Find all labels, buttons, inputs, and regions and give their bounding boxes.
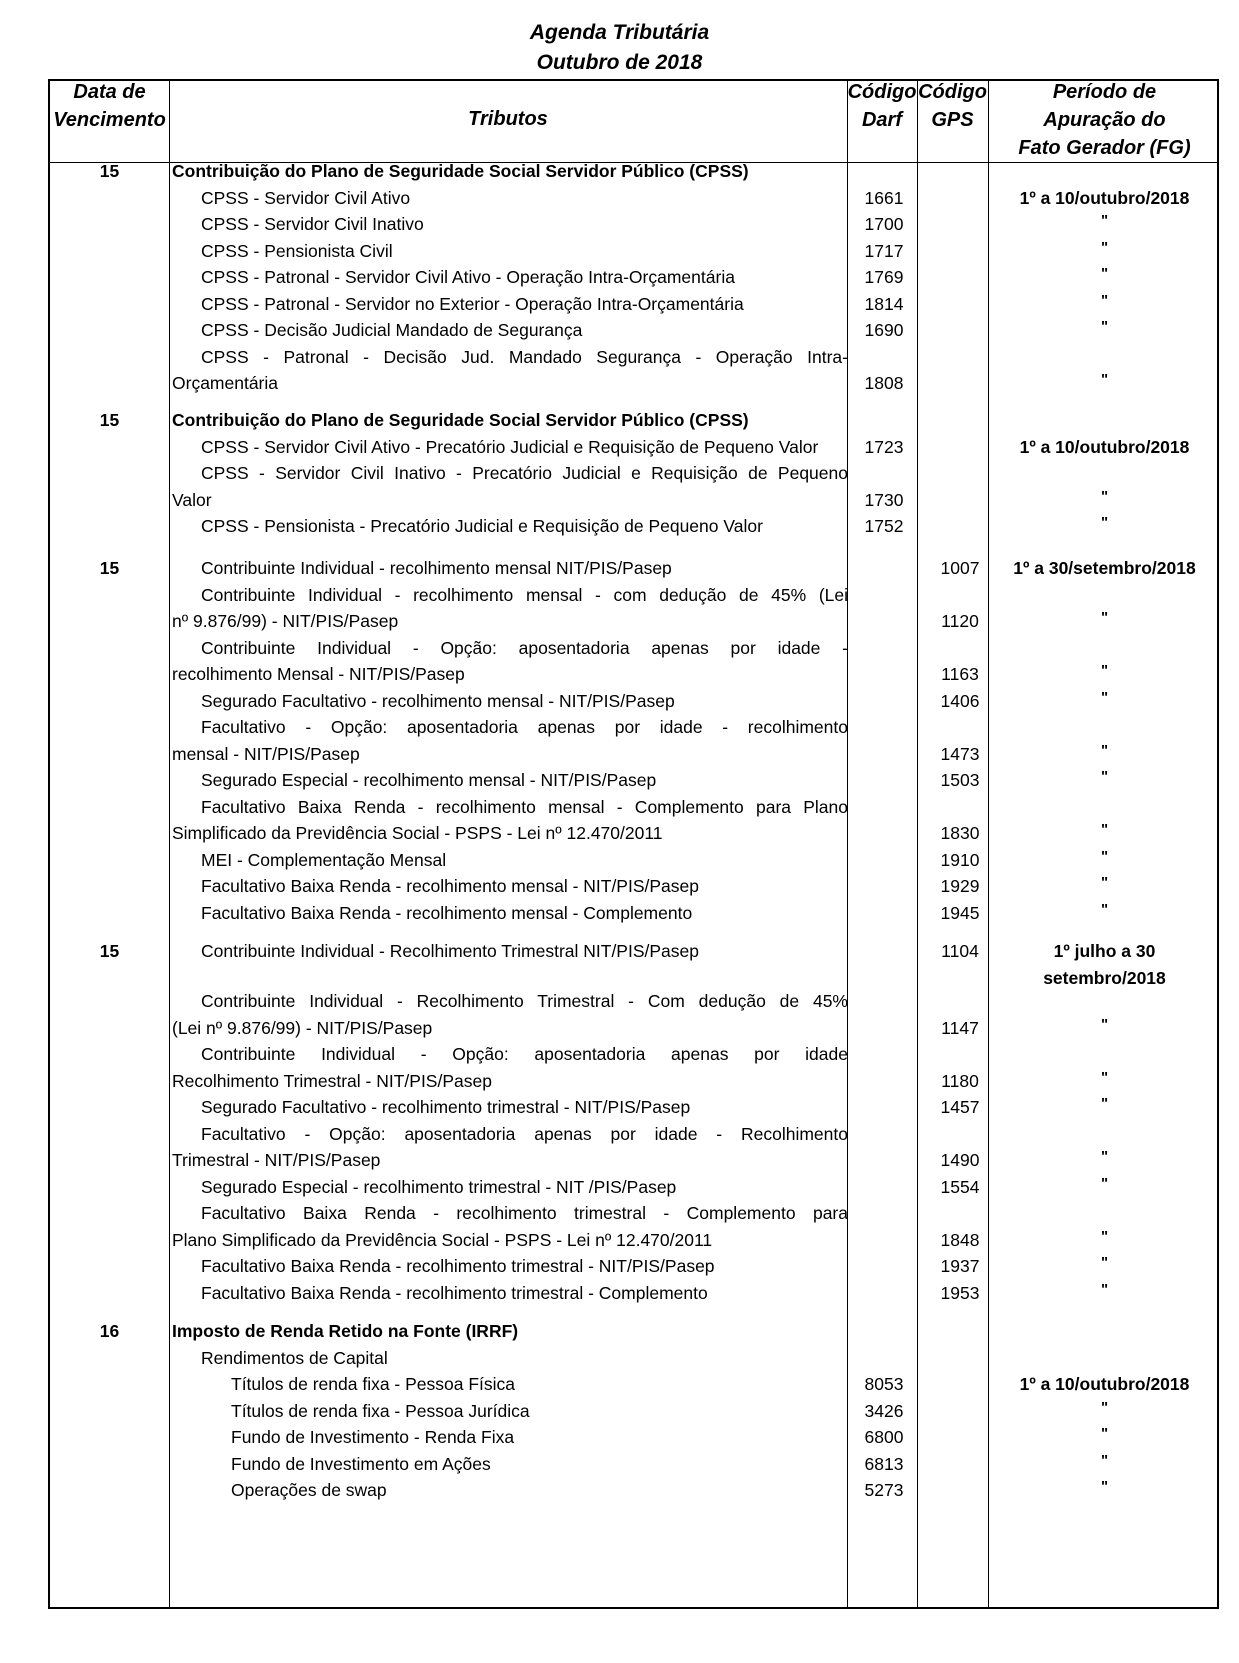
tax-item-line xyxy=(172,1200,848,1227)
darf-code: 1690 xyxy=(864,320,904,340)
gps-code: 1120 xyxy=(941,611,979,631)
ditto-mark: " xyxy=(1100,1425,1109,1442)
tax-item-line xyxy=(172,988,848,1015)
tax-item-line xyxy=(172,714,848,741)
darf-code: 1769 xyxy=(864,267,904,287)
tax-item-line xyxy=(172,582,848,609)
tax-item-text-cont: Trimestral - NIT/PIS/Pasep xyxy=(172,1150,381,1171)
gps-code: 1147 xyxy=(941,1017,979,1038)
tax-item-text: CPSS - Servidor Civil Ativo - Precatório Judicial e Requisição de Pequeno Valor xyxy=(201,436,819,457)
darf-code: 6800 xyxy=(864,1427,904,1447)
gps-code: 1937 xyxy=(940,1256,980,1277)
tax-item-text-cont: recolhimento Mensal - NIT/PIS/Pasep xyxy=(172,664,465,684)
header-darf-code: Código Darf xyxy=(847,81,917,131)
header-due-date: Data de Vencimento xyxy=(53,81,166,131)
tax-item-text: Fundo de Investimento em Ações xyxy=(231,1453,491,1474)
ditto-mark: " xyxy=(1100,609,1109,626)
gps-code: 1406 xyxy=(940,690,980,711)
page-title: Agenda Tributária xyxy=(529,21,710,44)
tax-item-text: CPSS - Decisão Judicial Mandado de Segurança xyxy=(201,320,583,340)
tax-item-text: CPSS - Patronal - Servidor Civil Ativo - Operação Intra-Orçamentária xyxy=(201,267,735,287)
darf-code: 8053 xyxy=(864,1374,904,1394)
tax-item-line xyxy=(172,344,848,371)
tax-item-text: CPSS - Patronal - Servidor no Exterior - Operação Intra-Orçamentária xyxy=(201,293,744,314)
ditto-mark: " xyxy=(1100,1451,1109,1469)
gps-code: 1490 xyxy=(940,1150,980,1171)
tax-item-text: Contribuinte Individual - Recolhimento Trimestral - Com dedução de 45% xyxy=(201,991,848,1012)
ditto-mark: " xyxy=(1100,514,1109,531)
ditto-mark: " xyxy=(1100,1280,1109,1298)
darf-code: 1700 xyxy=(864,214,904,234)
tax-calendar-table xyxy=(48,79,1219,1609)
ditto-mark: " xyxy=(1100,265,1109,282)
tax-item-line xyxy=(172,460,848,487)
ditto-mark: " xyxy=(1100,1095,1109,1113)
tax-item-line xyxy=(172,1041,848,1068)
gps-code: 1910 xyxy=(940,849,980,870)
due-date: 15 xyxy=(99,941,120,961)
ditto-mark: " xyxy=(1100,1174,1109,1192)
tax-item-text: CPSS - Servidor Civil Inativo xyxy=(201,214,424,234)
ditto-mark: " xyxy=(1100,662,1109,679)
tax-item-text: Títulos de renda fixa - Pessoa Jurídica xyxy=(231,1400,530,1421)
tax-item-text: CPSS - Servidor Civil Ativo xyxy=(201,187,411,208)
apuration-period: 1º a 30/setembro/2018 xyxy=(1013,558,1196,578)
tax-item-text: Facultativo Baixa Renda - recolhimento trimestral - NIT/PIS/Pasep xyxy=(201,1256,715,1277)
ditto-mark: " xyxy=(1100,318,1109,335)
tax-heading: Imposto de Renda Retido na Fonte (IRRF) xyxy=(172,1321,519,1341)
tax-item-text: Fundo de Investimento - Renda Fixa xyxy=(231,1427,515,1447)
ditto-mark: " xyxy=(1100,847,1109,865)
ditto-mark: " xyxy=(1100,741,1109,759)
ditto-mark: " xyxy=(1100,1015,1109,1033)
ditto-mark: " xyxy=(1100,371,1109,388)
gps-code: 1503 xyxy=(940,770,980,790)
gps-code: 1180 xyxy=(941,1070,979,1091)
tax-item-text-cont: Simplificado da Previdência Social - PSPS - Lei nº 12.470/2011 xyxy=(172,823,663,843)
ditto-mark: " xyxy=(1100,1148,1109,1166)
tax-item-text: Segurado Especial - recolhimento trimestral - NIT /PIS/Pasep xyxy=(201,1176,677,1197)
tax-item-text: Contribuinte Individual - Opção: aposentadoria apenas por idade xyxy=(201,1044,848,1065)
due-date: 15 xyxy=(99,161,120,181)
ditto-mark: " xyxy=(1100,487,1109,505)
tax-item-text: Facultativo Baixa Renda - recolhimento mensal - Complemento para Plano xyxy=(201,796,848,817)
tax-item-text: CPSS - Servidor Civil Inativo - Precatório Judicial e Requisição de Pequeno xyxy=(201,463,848,483)
darf-code: 1814 xyxy=(864,293,904,314)
gps-code: 1945 xyxy=(940,902,980,923)
tax-heading: Contribuição do Plano de Seguridade Social Servidor Público (CPSS) xyxy=(172,161,749,181)
tax-item-text: MEI - Complementação Mensal xyxy=(201,849,447,870)
tax-item-text: Facultativo Baixa Renda - recolhimento trimestral - Complemento para xyxy=(201,1203,848,1224)
gps-code: 1848 xyxy=(940,1229,980,1250)
tax-item-text: Contribuinte Individual - recolhimento mensal NIT/PIS/Pasep xyxy=(201,558,672,578)
ditto-mark: " xyxy=(1100,1227,1109,1245)
tax-item-text: CPSS - Patronal - Decisão Jud. Mandado Segurança - Operação Intra- xyxy=(201,346,848,367)
gps-code: 1953 xyxy=(940,1282,980,1303)
gps-code: 1473 xyxy=(940,743,980,764)
tax-item-text-cont: Orçamentária xyxy=(172,373,279,393)
column-divider xyxy=(847,81,848,1607)
tax-item-text: Facultativo - Opção: aposentadoria apenas por idade - recolhimento xyxy=(201,717,848,737)
ditto-mark: " xyxy=(1100,1478,1109,1495)
tax-item-text: Facultativo Baixa Renda - recolhimento mensal - NIT/PIS/Pasep xyxy=(201,876,699,896)
tax-item-text: Contribuinte Individual - Recolhimento Trimestral NIT/PIS/Pasep xyxy=(201,941,699,961)
column-divider xyxy=(169,81,170,1607)
gps-code: 1554 xyxy=(940,1176,980,1197)
header-gps-code: Código GPS xyxy=(918,81,987,131)
darf-code: 1717 xyxy=(864,240,904,261)
header-period: Período de Apuração do Fato Gerador (FG) xyxy=(1018,81,1191,159)
darf-code: 1723 xyxy=(864,436,904,457)
tax-item-line xyxy=(172,1121,848,1148)
ditto-mark: " xyxy=(1100,1254,1109,1272)
tax-item-text-cont: Plano Simplificado da Previdência Social - PSPS - Lei nº 12.470/2011 xyxy=(172,1229,713,1250)
tax-item-text: Facultativo - Opção: aposentadoria apenas por idade - Recolhimento xyxy=(201,1123,848,1144)
darf-code: 5273 xyxy=(864,1480,904,1500)
gps-code: 1007 xyxy=(940,558,980,578)
darf-code: 1808 xyxy=(864,373,904,393)
tax-item-line xyxy=(172,794,848,821)
darf-code: 1730 xyxy=(864,489,904,510)
tax-item-text: Contribuinte Individual - Opção: aposentadoria apenas por idade - xyxy=(201,637,848,658)
apuration-period: 1º a 10/outubro/2018 xyxy=(1019,436,1190,457)
gps-code: 1929 xyxy=(940,876,980,896)
gps-code: 1457 xyxy=(940,1097,980,1118)
ditto-mark: " xyxy=(1100,238,1109,256)
tax-item-text-cont: nº 9.876/99) - NIT/PIS/Pasep xyxy=(172,611,399,631)
tax-item-text: CPSS - Pensionista - Precatório Judicial e Requisição de Pequeno Valor xyxy=(201,516,763,536)
tax-item-text: Contribuinte Individual - recolhimento mensal - com dedução de 45% (Lei xyxy=(201,584,848,605)
due-date: 15 xyxy=(99,410,120,430)
tax-item-text-cont: Recolhimento Trimestral - NIT/PIS/Pasep xyxy=(172,1070,492,1091)
ditto-mark: " xyxy=(1100,874,1109,891)
apuration-period: 1º julho a 30 setembro/2018 xyxy=(1043,941,1166,988)
tax-item-text: Facultativo Baixa Renda - recolhimento mensal - Complemento xyxy=(201,902,693,923)
tax-item-text: Facultativo Baixa Renda - recolhimento trimestral - Complemento xyxy=(201,1282,708,1303)
darf-code: 1661 xyxy=(864,187,904,208)
gps-code: 1830 xyxy=(940,823,980,843)
tax-item-text-cont: (Lei nº 9.876/99) - NIT/PIS/Pasep xyxy=(172,1017,433,1038)
apuration-period: 1º a 10/outubro/2018 xyxy=(1019,187,1190,208)
tax-item-text: Segurado Especial - recolhimento mensal - NIT/PIS/Pasep xyxy=(201,770,657,790)
tax-item-text: CPSS - Pensionista Civil xyxy=(201,240,393,261)
page-subtitle: Outubro de 2018 xyxy=(536,51,703,74)
ditto-mark: " xyxy=(1100,1068,1109,1086)
ditto-mark: " xyxy=(1100,212,1109,229)
tax-item-text: Segurado Facultativo - recolhimento mensal - NIT/PIS/Pasep xyxy=(201,690,675,711)
header-tributos: Tributos xyxy=(468,108,548,130)
darf-code: 3426 xyxy=(864,1400,904,1421)
gps-code: 1104 xyxy=(941,941,979,961)
ditto-mark: " xyxy=(1100,900,1109,918)
tax-heading: Contribuição do Plano de Seguridade Social Servidor Público (CPSS) xyxy=(172,410,749,430)
tax-item-text-cont: mensal - NIT/PIS/Pasep xyxy=(172,743,360,764)
due-date: 16 xyxy=(99,1321,120,1341)
tax-item-text: Títulos de renda fixa - Pessoa Física xyxy=(231,1374,516,1394)
due-date: 15 xyxy=(99,558,120,578)
tax-item-text: Segurado Facultativo - recolhimento trimestral - NIT/PIS/Pasep xyxy=(201,1097,691,1118)
tax-item-text-cont: Valor xyxy=(172,489,212,510)
ditto-mark: " xyxy=(1100,1398,1109,1416)
ditto-mark: " xyxy=(1100,688,1109,706)
gps-code: 1163 xyxy=(941,664,979,684)
apuration-period: 1º a 10/outubro/2018 xyxy=(1019,1374,1190,1394)
tax-item-line xyxy=(172,635,848,662)
ditto-mark: " xyxy=(1100,821,1109,838)
ditto-mark: " xyxy=(1100,768,1109,785)
darf-code: 6813 xyxy=(864,1453,904,1474)
darf-code: 1752 xyxy=(864,516,904,536)
ditto-mark: " xyxy=(1100,291,1109,309)
tax-item-text: Operações de swap xyxy=(231,1480,387,1500)
tax-subheading: Rendimentos de Capital xyxy=(201,1347,388,1368)
